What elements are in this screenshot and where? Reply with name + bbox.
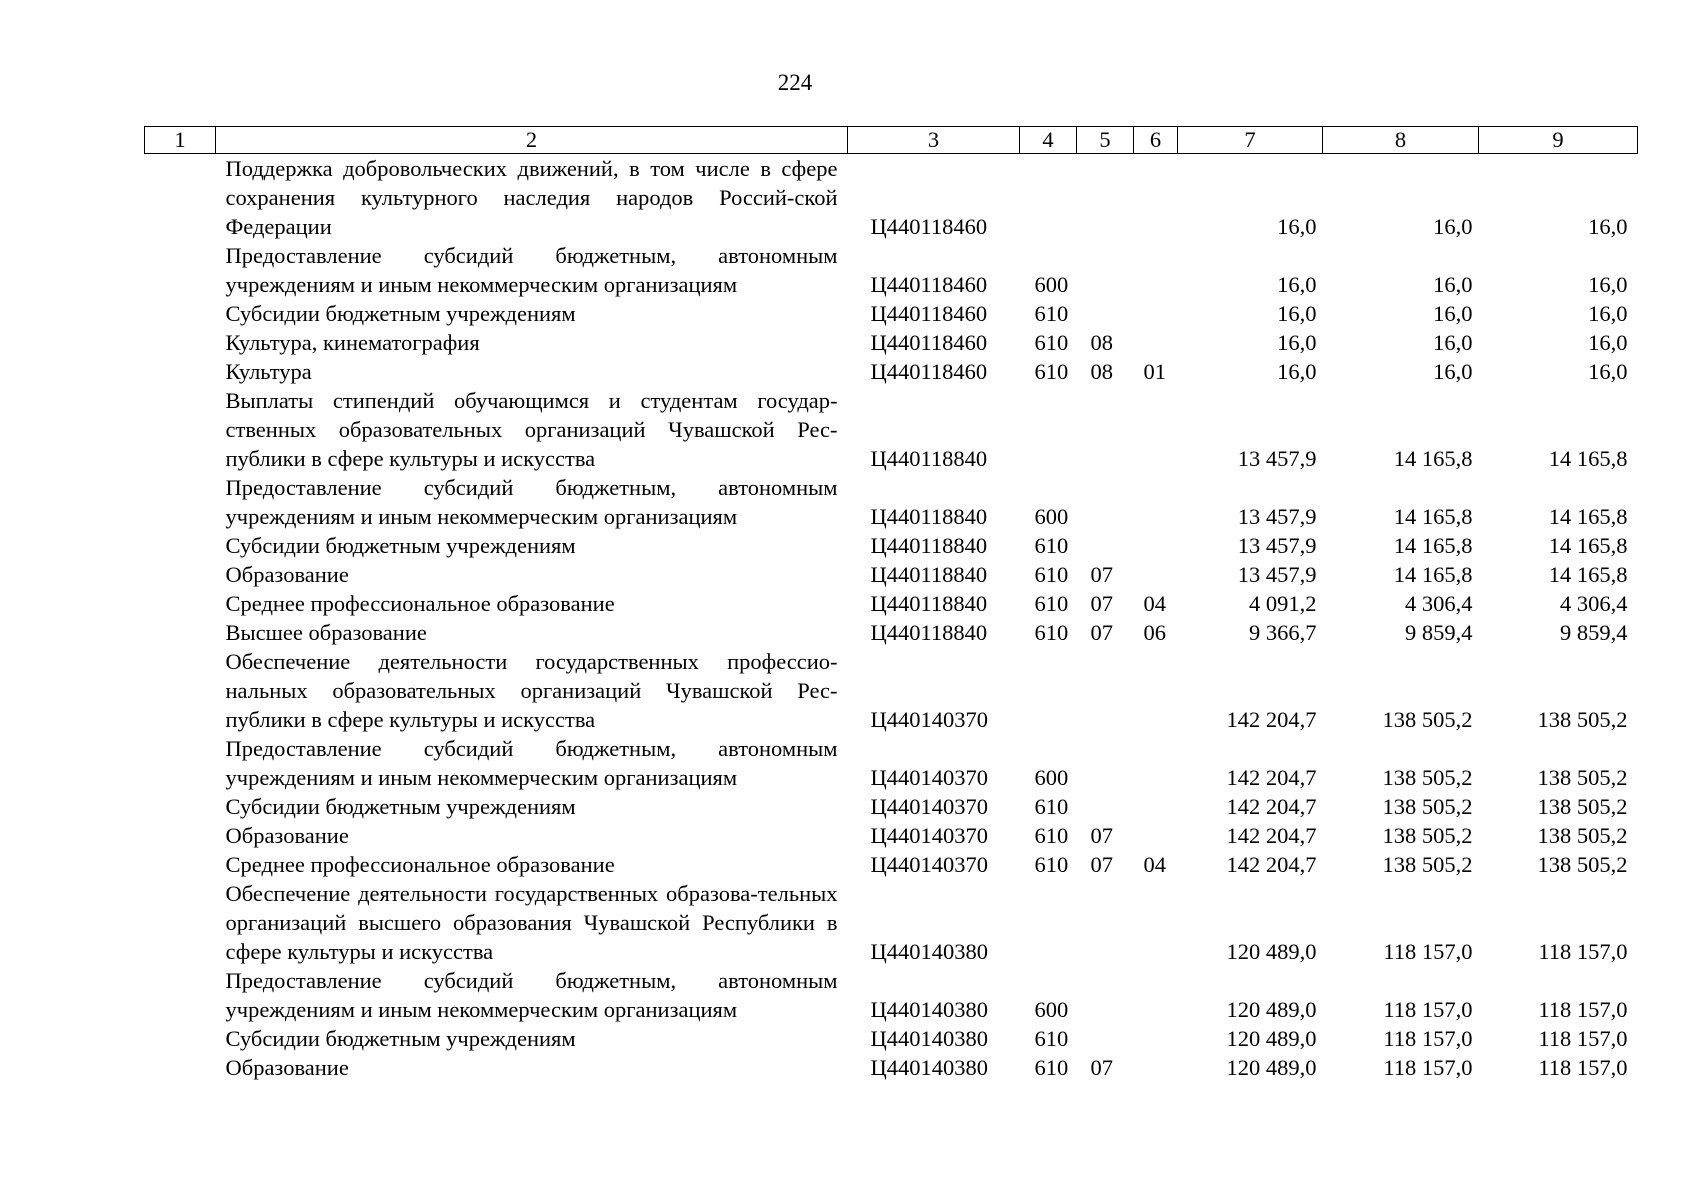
cell-col1 [145, 966, 216, 1024]
row-amount-col8: 138 505,2 [1382, 707, 1473, 732]
row-amount-col8: 138 505,2 [1382, 794, 1473, 819]
row-section: 07 [1090, 823, 1113, 848]
row-amount-col8: 14 165,8 [1393, 504, 1473, 529]
row-expense-type: 610 [1034, 330, 1069, 355]
table-header [145, 127, 1638, 154]
table-row [145, 1053, 1638, 1082]
row-section: 07 [1090, 1055, 1113, 1080]
row-subsection: 06 [1143, 620, 1166, 645]
row-name: Субсидии бюджетным учреждениям [225, 1026, 576, 1051]
row-name: Обеспечение деятельности государственных профессио-нальных образовательных организаций Чувашской Рес-публики в сфере культуры и искусства [225, 649, 838, 732]
row-section [1077, 792, 1134, 821]
row-amount-col7: 142 204,7 [1226, 765, 1317, 790]
row-amount-col8: 138 505,2 [1382, 852, 1473, 877]
row-amount-col7: 13 457,9 [1237, 533, 1317, 558]
column-header-6: 6 [1134, 127, 1178, 154]
row-amount-col8: 14 165,8 [1393, 562, 1473, 587]
table-row [145, 531, 1638, 560]
row-name: Образование [225, 823, 349, 848]
row-amount-col7: 142 204,7 [1226, 852, 1317, 877]
cell-col1 [145, 589, 216, 618]
cell-col1 [145, 386, 216, 473]
row-name: Культура [225, 359, 312, 384]
row-section [1077, 473, 1134, 531]
cell-col1 [145, 241, 216, 299]
row-subsection [1134, 821, 1178, 850]
row-name: Предоставление субсидий бюджетным, автономным учреждениям и иным некоммерческим организациям [225, 475, 838, 529]
row-amount-col9: 4 306,4 [1560, 591, 1628, 616]
row-amount-col8: 138 505,2 [1382, 823, 1473, 848]
row-name: Образование [225, 562, 349, 587]
row-amount-col9: 118 157,0 [1538, 997, 1628, 1022]
row-amount-col8: 9 859,4 [1405, 620, 1473, 645]
row-amount-col7: 13 457,9 [1237, 562, 1317, 587]
column-header-4: 4 [1020, 127, 1077, 154]
row-section: 07 [1090, 852, 1113, 877]
cell-col1 [145, 850, 216, 879]
row-name: Выплаты стипендий обучающимся и студентам государ-ственных образовательных организаций Чувашской Рес-публики в сфере культуры и искусства [225, 388, 838, 471]
row-subsection [1134, 531, 1178, 560]
row-expense-type: 600 [1034, 504, 1069, 529]
row-target-code: Ц440140380 [870, 997, 988, 1022]
row-amount-col7: 16,0 [1277, 301, 1317, 326]
cell-col1 [145, 328, 216, 357]
row-expense-type: 600 [1034, 765, 1069, 790]
row-subsection [1134, 560, 1178, 589]
row-name: Среднее профессиональное образование [225, 591, 615, 616]
row-subsection [1134, 154, 1178, 242]
row-amount-col8: 16,0 [1433, 330, 1473, 355]
column-header-1: 1 [145, 127, 216, 154]
row-subsection [1134, 792, 1178, 821]
table-row [145, 850, 1638, 879]
cell-col1 [145, 879, 216, 966]
row-section: 07 [1090, 591, 1113, 616]
row-subsection [1134, 299, 1178, 328]
row-section: 07 [1090, 620, 1113, 645]
row-amount-col9: 14 165,8 [1548, 562, 1628, 587]
row-amount-col9: 16,0 [1588, 272, 1628, 297]
row-subsection [1134, 241, 1178, 299]
row-target-code: Ц440140370 [870, 794, 988, 819]
row-amount-col9: 138 505,2 [1537, 765, 1628, 790]
row-target-code: Ц440140380 [870, 1055, 988, 1080]
row-name: Культура, кинематография [225, 330, 480, 355]
cell-col1 [145, 1024, 216, 1053]
row-name: Поддержка добровольческих движений, в том числе в сфере сохранения культурного наследия народов Россий-ской Федерации [225, 156, 838, 239]
cell-col1 [145, 473, 216, 531]
cell-col1 [145, 1053, 216, 1082]
row-amount-col9: 118 157,0 [1538, 1026, 1628, 1051]
row-name: Предоставление субсидий бюджетным, автономным учреждениям и иным некоммерческим организациям [225, 968, 838, 1022]
row-amount-col9: 14 165,8 [1548, 533, 1628, 558]
row-section [1077, 647, 1134, 734]
row-amount-col9: 138 505,2 [1537, 707, 1628, 732]
table-row [145, 357, 1638, 386]
row-expense-type: 610 [1034, 794, 1069, 819]
column-header-3: 3 [848, 127, 1020, 154]
row-expense-type: 610 [1034, 1055, 1069, 1080]
row-amount-col9: 14 165,8 [1548, 446, 1628, 471]
table-row [145, 821, 1638, 850]
cell-col1 [145, 821, 216, 850]
row-name: Обеспечение деятельности государственных образова-тельных организаций высшего образования Чувашской Республики в сфере культуры и искусства [225, 881, 838, 964]
row-target-code: Ц440118460 [870, 301, 988, 326]
row-amount-col7: 13 457,9 [1237, 504, 1317, 529]
row-amount-col9: 118 157,0 [1538, 1055, 1628, 1080]
row-subsection [1134, 647, 1178, 734]
row-section [1077, 879, 1134, 966]
table-row [145, 966, 1638, 1024]
row-amount-col8: 16,0 [1433, 359, 1473, 384]
table-row [145, 560, 1638, 589]
table-row [145, 879, 1638, 966]
row-amount-col9: 138 505,2 [1537, 794, 1628, 819]
row-amount-col9: 138 505,2 [1537, 823, 1628, 848]
row-amount-col8: 16,0 [1433, 272, 1473, 297]
table-row [145, 154, 1638, 242]
cell-col1 [145, 531, 216, 560]
row-expense-type [1020, 879, 1077, 966]
column-header-2: 2 [216, 127, 848, 154]
row-name: Предоставление субсидий бюджетным, автономным учреждениям и иным некоммерческим организациям [225, 243, 838, 297]
row-expense-type [1020, 154, 1077, 242]
row-subsection: 04 [1143, 852, 1166, 877]
row-subsection [1134, 473, 1178, 531]
row-target-code: Ц440140370 [870, 823, 988, 848]
row-target-code: Ц440118460 [870, 330, 988, 355]
row-amount-col9: 16,0 [1588, 359, 1628, 384]
row-name: Субсидии бюджетным учреждениям [225, 794, 576, 819]
row-amount-col7: 16,0 [1277, 359, 1317, 384]
column-header-9: 9 [1479, 127, 1638, 154]
column-header-5: 5 [1077, 127, 1134, 154]
row-expense-type: 610 [1034, 301, 1069, 326]
row-target-code: Ц440140370 [870, 707, 988, 732]
row-target-code: Ц440118840 [870, 562, 988, 587]
row-amount-col8: 14 165,8 [1393, 533, 1473, 558]
row-section: 07 [1090, 562, 1113, 587]
row-amount-col7: 4 091,2 [1249, 591, 1317, 616]
budget-table [144, 126, 1638, 1082]
row-subsection [1134, 879, 1178, 966]
row-target-code: Ц440118460 [870, 359, 988, 384]
row-amount-col7: 16,0 [1277, 272, 1317, 297]
column-header-7: 7 [1178, 127, 1323, 154]
row-amount-col8: 16,0 [1433, 214, 1473, 239]
row-name: Образование [225, 1055, 349, 1080]
table-row [145, 792, 1638, 821]
table-row [145, 386, 1638, 473]
cell-col1 [145, 154, 216, 242]
table-body [145, 154, 1638, 1083]
row-amount-col8: 14 165,8 [1393, 446, 1473, 471]
row-target-code: Ц440118840 [870, 446, 988, 471]
row-target-code: Ц440140380 [870, 939, 988, 964]
column-header-8: 8 [1323, 127, 1479, 154]
row-target-code: Ц440140370 [870, 852, 988, 877]
row-expense-type: 610 [1034, 620, 1069, 645]
row-amount-col7: 142 204,7 [1226, 823, 1317, 848]
row-section [1077, 734, 1134, 792]
table-row [145, 647, 1638, 734]
row-amount-col7: 120 489,0 [1226, 997, 1317, 1022]
row-expense-type: 610 [1034, 852, 1069, 877]
table-row [145, 328, 1638, 357]
row-subsection [1134, 1053, 1178, 1082]
row-name: Предоставление субсидий бюджетным, автономным учреждениям и иным некоммерческим организациям [225, 736, 838, 790]
row-subsection [1134, 966, 1178, 1024]
cell-col1 [145, 299, 216, 328]
row-amount-col8: 138 505,2 [1382, 765, 1473, 790]
cell-col1 [145, 357, 216, 386]
row-name: Субсидии бюджетным учреждениям [225, 533, 576, 558]
row-amount-col7: 142 204,7 [1226, 794, 1317, 819]
row-amount-col7: 120 489,0 [1226, 1026, 1317, 1051]
row-expense-type: 610 [1034, 533, 1069, 558]
row-section: 08 [1090, 330, 1113, 355]
row-target-code: Ц440118460 [870, 214, 988, 239]
row-target-code: Ц440118840 [870, 504, 988, 529]
row-section [1077, 1024, 1134, 1053]
row-expense-type [1020, 386, 1077, 473]
row-amount-col9: 14 165,8 [1548, 504, 1628, 529]
row-name: Среднее профессиональное образование [225, 852, 615, 877]
row-amount-col7: 16,0 [1277, 214, 1317, 239]
table-row [145, 241, 1638, 299]
row-amount-col9: 16,0 [1588, 330, 1628, 355]
row-expense-type: 610 [1034, 591, 1069, 616]
row-expense-type: 610 [1034, 1026, 1069, 1051]
row-subsection: 01 [1143, 359, 1166, 384]
row-section [1077, 386, 1134, 473]
row-amount-col7: 9 366,7 [1249, 620, 1317, 645]
row-amount-col9: 118 157,0 [1538, 939, 1628, 964]
table-row [145, 734, 1638, 792]
row-amount-col7: 13 457,9 [1237, 446, 1317, 471]
table-row [145, 473, 1638, 531]
cell-col1 [145, 647, 216, 734]
row-expense-type: 600 [1034, 272, 1069, 297]
row-amount-col7: 16,0 [1277, 330, 1317, 355]
row-section [1077, 299, 1134, 328]
row-name: Субсидии бюджетным учреждениям [225, 301, 576, 326]
row-amount-col9: 16,0 [1588, 301, 1628, 326]
row-amount-col8: 16,0 [1433, 301, 1473, 326]
table-row [145, 299, 1638, 328]
row-amount-col8: 118 157,0 [1383, 1055, 1473, 1080]
row-target-code: Ц440140380 [870, 1026, 988, 1051]
row-subsection [1134, 386, 1178, 473]
row-section: 08 [1090, 359, 1113, 384]
table-row [145, 589, 1638, 618]
row-expense-type: 610 [1034, 823, 1069, 848]
row-amount-col8: 118 157,0 [1383, 1026, 1473, 1051]
table-row [145, 1024, 1638, 1053]
row-amount-col8: 118 157,0 [1383, 997, 1473, 1022]
row-target-code: Ц440118840 [870, 591, 988, 616]
cell-col1 [145, 618, 216, 647]
row-target-code: Ц440118840 [870, 620, 988, 645]
row-amount-col8: 118 157,0 [1383, 939, 1473, 964]
page-number: 224 [777, 70, 813, 95]
header-row [145, 127, 1638, 154]
row-target-code: Ц440140370 [870, 765, 988, 790]
table-row [145, 618, 1638, 647]
row-amount-col9: 9 859,4 [1560, 620, 1628, 645]
row-subsection: 04 [1143, 591, 1166, 616]
row-amount-col8: 4 306,4 [1405, 591, 1473, 616]
row-amount-col9: 16,0 [1588, 214, 1628, 239]
row-target-code: Ц440118840 [870, 533, 988, 558]
row-name: Высшее образование [225, 620, 427, 645]
row-subsection [1134, 328, 1178, 357]
cell-col1 [145, 792, 216, 821]
row-subsection [1134, 734, 1178, 792]
row-amount-col9: 138 505,2 [1537, 852, 1628, 877]
row-section [1077, 241, 1134, 299]
row-expense-type [1020, 647, 1077, 734]
row-expense-type: 600 [1034, 997, 1069, 1022]
row-amount-col7: 142 204,7 [1226, 707, 1317, 732]
cell-col1 [145, 560, 216, 589]
row-target-code: Ц440118460 [870, 272, 988, 297]
row-amount-col7: 120 489,0 [1226, 939, 1317, 964]
row-amount-col7: 120 489,0 [1226, 1055, 1317, 1080]
row-subsection [1134, 1024, 1178, 1053]
cell-col1 [145, 734, 216, 792]
row-section [1077, 966, 1134, 1024]
row-expense-type: 610 [1034, 359, 1069, 384]
row-section [1077, 154, 1134, 242]
row-section [1077, 531, 1134, 560]
row-expense-type: 610 [1034, 562, 1069, 587]
